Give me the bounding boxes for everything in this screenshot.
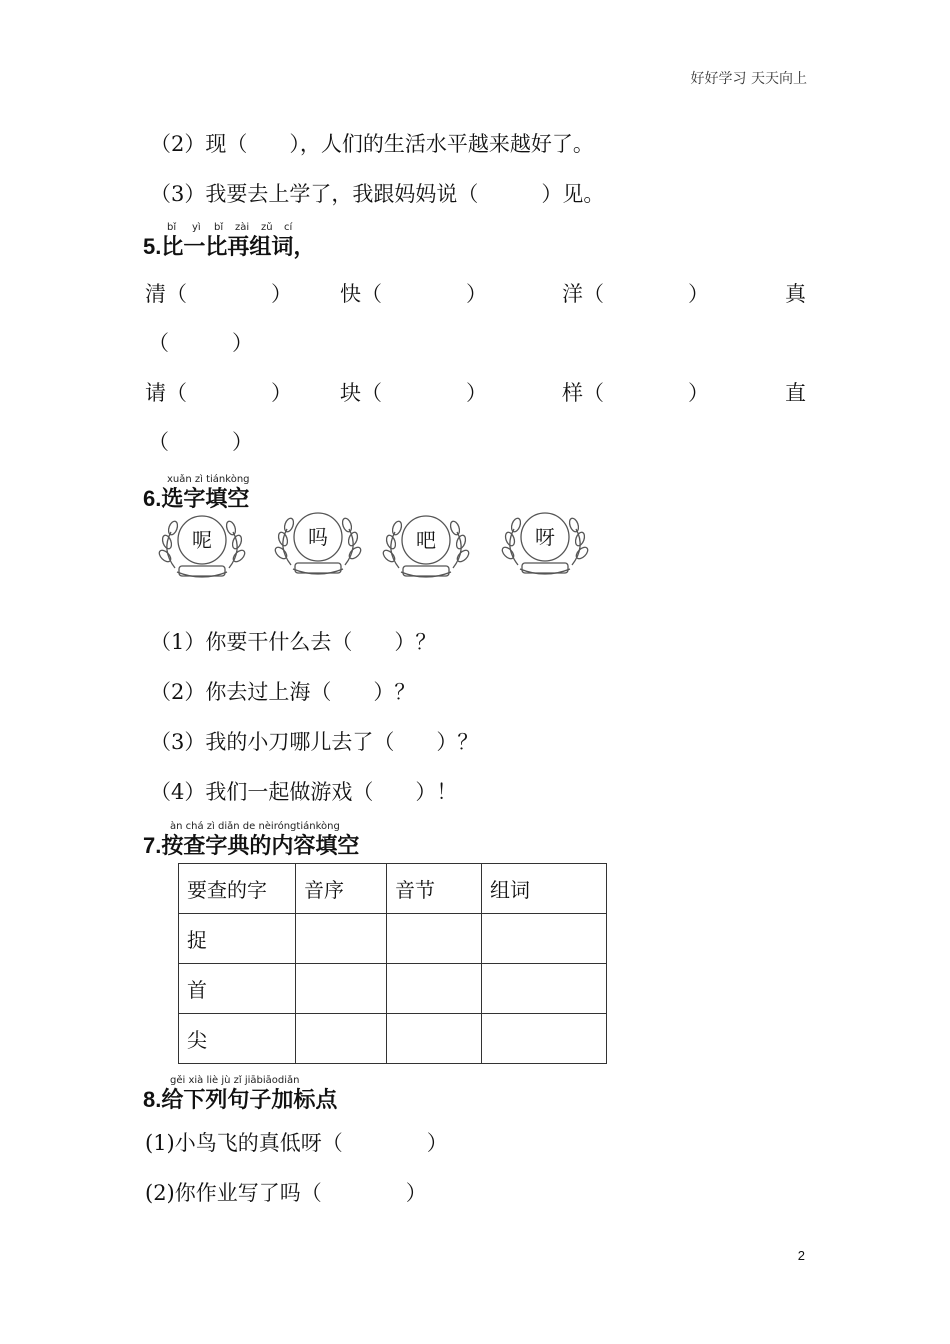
q5-row2-word-3: 样（ ）	[562, 381, 709, 405]
q5-pinyin-0: bǐ	[167, 222, 177, 233]
option-char-2: 吗	[308, 525, 328, 549]
option-char-4: 呀	[535, 525, 555, 549]
answer-cell[interactable]	[482, 1014, 607, 1064]
answer-cell[interactable]	[482, 914, 607, 964]
q8-heading	[143, 1083, 337, 1114]
table-row-char: 首	[179, 964, 296, 1014]
q5-row1-word-1: 清（ ）	[145, 282, 292, 306]
q5-row2-word-2: 块（ ）	[340, 381, 487, 405]
q5-row2-word-1: 请（ ）	[145, 381, 292, 405]
q8-pinyin: gěi xià liè jù zǐ jiābiāodiǎn	[170, 1075, 300, 1086]
q8-number: 8.	[143, 1087, 162, 1112]
page-header: 好好学习 天天向上	[690, 71, 807, 87]
q6-heading	[143, 482, 249, 513]
q5-pinyin-3: zài	[235, 222, 250, 233]
table-header-cell: 要查的字	[179, 864, 296, 914]
q5-pinyin-5: cí	[284, 222, 293, 233]
q5-title: 比一比再组词，	[161, 234, 316, 260]
table-row-char: 捉	[179, 914, 296, 964]
q7-pinyin: àn chá zì diǎn de nèiróngtiánkòng	[170, 821, 340, 832]
q8-item-1: (1)小鸟飞的真低呀（ ）	[145, 1131, 448, 1155]
q5-pinyin-1: yì	[192, 222, 201, 233]
q6-title: 选字填空	[161, 486, 250, 512]
q5-row1-wrap: （ ）	[148, 331, 253, 355]
table-row	[179, 964, 607, 1014]
table-header-row	[179, 864, 607, 914]
q5-row1-word-3: 洋（ ）	[562, 282, 709, 306]
option-badge-3	[381, 510, 471, 590]
q7-heading	[143, 829, 359, 860]
q7-title: 按查字典的内容填空	[161, 833, 360, 859]
q5-row1-word-2: 快（ ）	[340, 282, 487, 306]
q6-item-4: （4）我们一起做游戏（ ）！	[150, 780, 458, 804]
table-header-cell: 音节	[387, 864, 482, 914]
q4-item-3: （3）我要去上学了，我跟妈妈说（ ）见。	[150, 182, 605, 206]
q6-pinyin: xuǎn zì tiánkòng	[167, 474, 250, 485]
option-char-3: 吧	[416, 528, 436, 552]
option-badge-4	[500, 507, 590, 587]
q5-pinyin-4: zǔ	[261, 222, 273, 233]
answer-cell[interactable]	[296, 1014, 387, 1064]
table-row	[179, 914, 607, 964]
q4-item-2: （2）现（ ），人们的生活水平越来越好了。	[150, 132, 594, 156]
q5-heading	[143, 230, 315, 261]
page-number: 2	[797, 1248, 805, 1263]
table-row	[179, 1014, 607, 1064]
q5-pinyin-2: bǐ	[214, 222, 224, 233]
answer-cell[interactable]	[482, 964, 607, 1014]
table-header-cell: 音序	[296, 864, 387, 914]
q6-number: 6.	[143, 486, 162, 511]
q8-title: 给下列句子加标点	[161, 1087, 338, 1113]
answer-cell[interactable]	[296, 964, 387, 1014]
q6-item-2: （2）你去过上海（ ）？	[150, 680, 416, 704]
answer-cell[interactable]	[387, 914, 482, 964]
table-header-cell: 组词	[482, 864, 607, 914]
q5-row2-wrap: （ ）	[148, 430, 253, 454]
dictionary-table	[178, 863, 607, 1064]
answer-cell[interactable]	[296, 914, 387, 964]
q6-item-3: （3）我的小刀哪儿去了（ ）？	[150, 730, 479, 754]
q5-row1-word-4: 真	[785, 282, 806, 306]
q8-item-2: (2)你作业写了吗（ ）	[145, 1181, 427, 1205]
q5-row2-word-4: 直	[785, 381, 806, 405]
q6-item-1: （1）你要干什么去（ ）？	[150, 630, 437, 654]
table-row-char: 尖	[179, 1014, 296, 1064]
q5-number: 5.	[143, 234, 162, 259]
answer-cell[interactable]	[387, 1014, 482, 1064]
option-badge-2	[273, 507, 363, 587]
answer-cell[interactable]	[387, 964, 482, 1014]
option-badge-1	[157, 510, 247, 590]
option-char-1: 呢	[192, 528, 212, 552]
q7-number: 7.	[143, 833, 162, 858]
